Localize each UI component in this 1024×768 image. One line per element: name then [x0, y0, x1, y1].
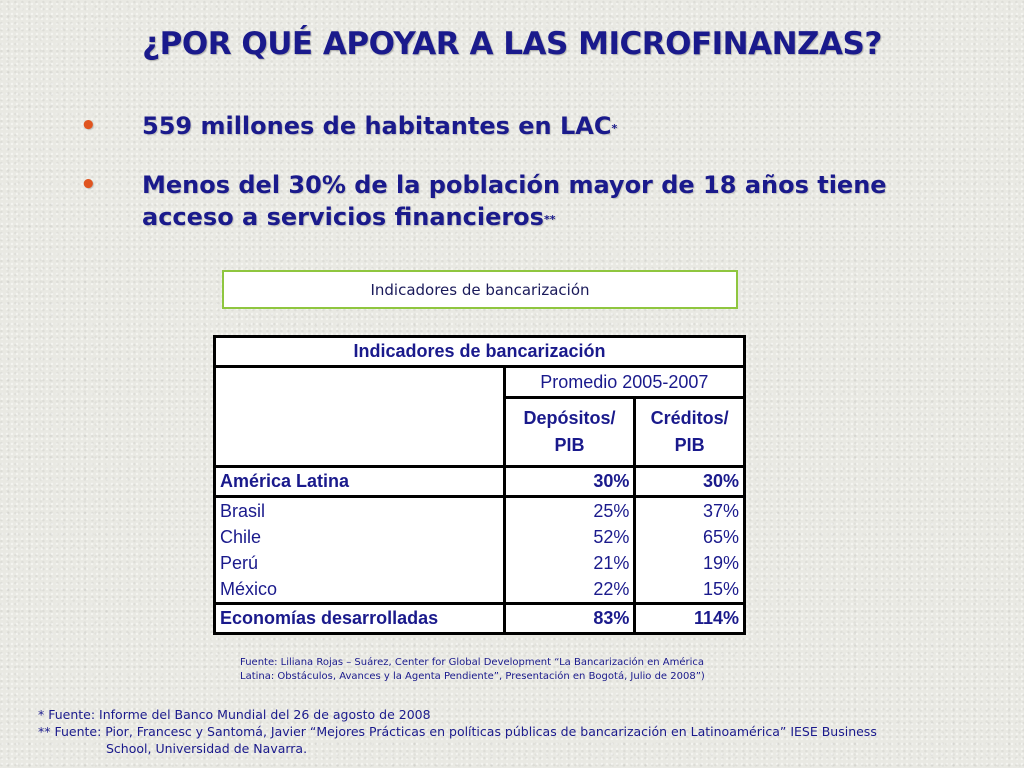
- credits-header: Créditos/ PIB: [635, 398, 745, 467]
- credits-value: 37%: [635, 497, 745, 525]
- table-row: [215, 550, 745, 576]
- bullet-dot-icon: •: [80, 111, 97, 141]
- footnote-2: ** Fuente: Pior, Francesc y Santomá, Javier “Mejores Prácticas en políticas públicas de bancarización en Latinoamérica” IESE Business: [38, 724, 877, 739]
- bullet-item: [80, 169, 980, 238]
- footnote-mark: **: [543, 213, 556, 226]
- bullet-list: [80, 110, 980, 260]
- table-row: [215, 467, 745, 497]
- table-caption: Indicadores de bancarización: [222, 270, 738, 309]
- region-name: América Latina: [220, 471, 350, 491]
- table-source: Fuente: Liliana Rojas – Suárez, Center for Global Development “La Bancarización en América Latina: Obstáculos, Avances y la Agenta Pendiente”, Presentación en Bogotá, Julio de 2008”): [240, 657, 705, 682]
- bullet-item: [80, 110, 980, 147]
- region-name: Economías desarrolladas: [220, 608, 439, 628]
- bullet-dot-icon: •: [80, 170, 97, 200]
- footnote-1: * Fuente: Informe del Banco Mundial del 26 de agosto de 2008: [38, 707, 431, 722]
- bullet-text: 559 millones de habitantes en LAC: [142, 112, 612, 140]
- slide-title: ¿POR QUÉ APOYAR A LAS MICROFINANZAS?: [142, 26, 882, 62]
- credits-value: 114%: [635, 604, 745, 634]
- empty-header-cell: [215, 367, 505, 467]
- table-row: [215, 604, 745, 634]
- country-name: Chile: [220, 526, 262, 547]
- deposits-header: Depósitos/ PIB: [504, 398, 635, 467]
- table-row: [215, 497, 745, 525]
- bullet-text: Menos del 30% de la población mayor de 18 años tiene acceso a servicios financieros: [142, 171, 887, 231]
- credits-value: 15%: [635, 576, 745, 604]
- deposits-value: 30%: [504, 467, 635, 497]
- table-title: Indicadores de bancarización: [353, 341, 606, 361]
- period-header: Promedio 2005-2007: [504, 367, 744, 398]
- country-name: Brasil: [220, 500, 266, 521]
- deposits-value: 25%: [504, 497, 635, 525]
- footnote-mark: *: [611, 122, 618, 135]
- country-name: México: [220, 578, 278, 599]
- footnotes: [38, 706, 938, 757]
- country-name: Perú: [220, 552, 259, 573]
- table-row: [215, 576, 745, 604]
- deposits-value: 52%: [504, 524, 635, 550]
- credits-value: 65%: [635, 524, 745, 550]
- footnote-2-continuation: School, Universidad de Navarra.: [106, 741, 308, 756]
- deposits-value: 22%: [504, 576, 635, 604]
- credits-value: 19%: [635, 550, 745, 576]
- table-row: [215, 524, 745, 550]
- deposits-value: 83%: [504, 604, 635, 634]
- credits-value: 30%: [635, 467, 745, 497]
- indicators-table: [213, 335, 746, 635]
- deposits-value: 21%: [504, 550, 635, 576]
